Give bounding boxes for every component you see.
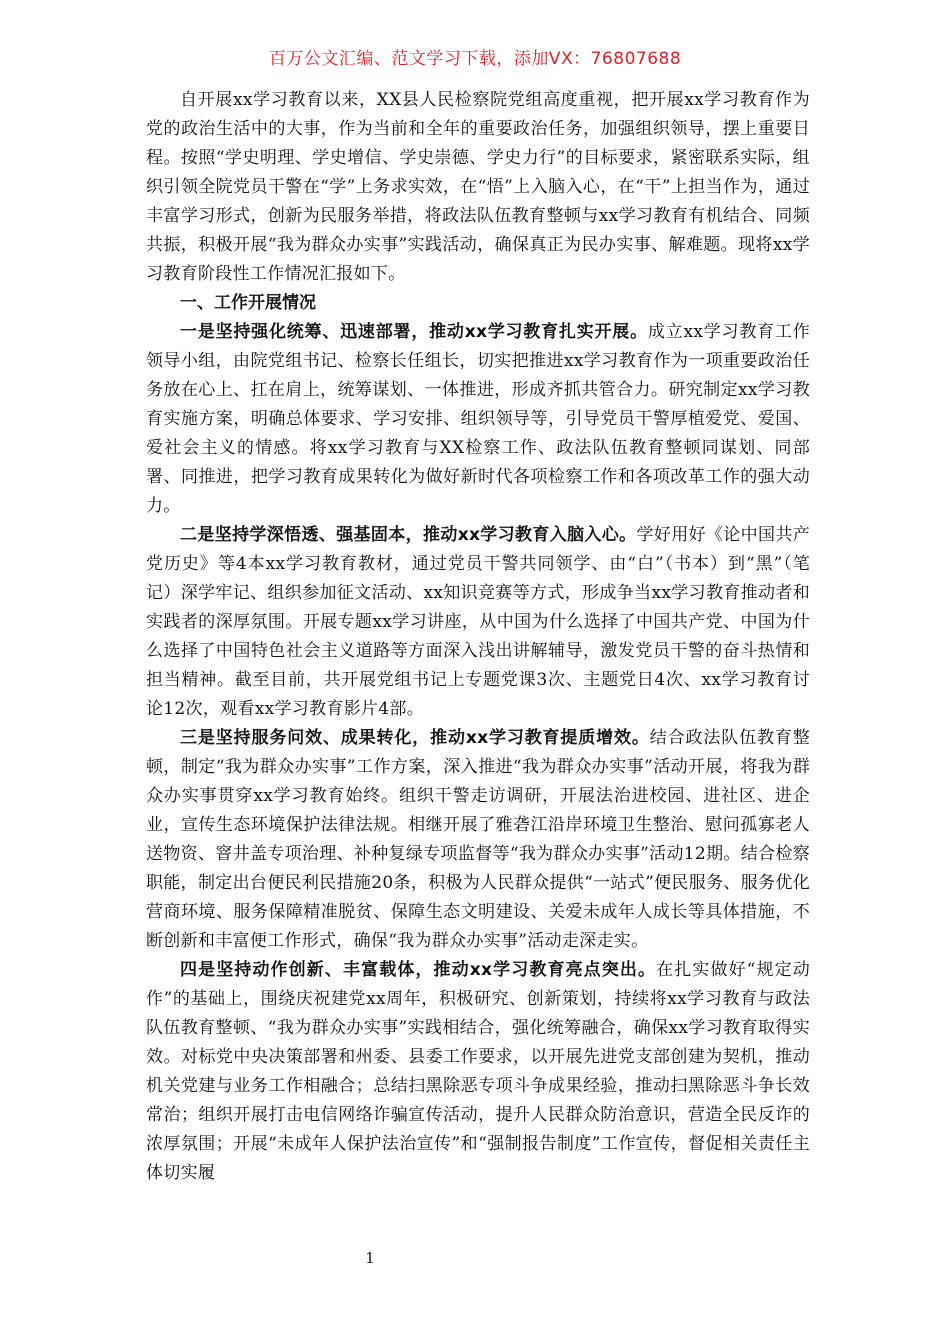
point-body-1: 成立xx学习教育工作领导小组，由院党组书记、检察长任组长，切实把推进xx学习教育作为一项重要政治任务放在心上、扛在肩上，统筹谋划、一体推进，形成齐抓共管合力。研究制定xx学习教育实施方案，明确总体要求、学习安排、组织领导等，引导党员干警厚植爱党、爱国、爱社会主义的情感。将xx学习教育与XX检察工作、政法队伍教育整顿同谋划、同部署、同推进，把学习教育成果转化为做好新时代各项检察工作和各项改革工作的强大动力。 xyxy=(146,322,810,516)
section-heading: 一、工作开展情况 xyxy=(180,293,316,313)
point-lead-3: 三是坚持服务问效、成果转化，推动xx学习教育提质增效。 xyxy=(180,728,650,748)
point-paragraph-4 xyxy=(146,956,810,1188)
point-body-3: 结合政法队伍教育整顿，制定“我为群众办实事”工作方案，深入推进“我为群众办实事”活动开展，将我为群众办实事贯穿xx学习教育始终。组织干警走访调研，开展法治进校园、进社区、进企业，宣传生态环境保护法律法规。相继开展了雅砻江沿岸环境卫生整治、慰问孤寡老人送物资、窨井盖专项治理、补种复绿专项监督等“我为群众办实事”活动12期。结合检察职能，制定出台便民利民措施20条，积极为人民群众提供“一站式”便民服务、服务优化营商环境、服务保障精准脱贫、保障生态文明建设、关爱未成年人成长等具体措施，不断创新和丰富便工作形式，确保“我为群众办实事”活动走深走实。 xyxy=(146,728,810,951)
point-paragraph-3 xyxy=(146,724,810,956)
intro-paragraph: 自开展xx学习教育以来，XX县人民检察院党组高度重视，把开展xx学习教育作为党的政治生活中的大事，作为当前和全年的重要政治任务，加强组织领导，摆上重要日程。按照“学史明理、学史增信、学史崇德、学史力行”的目标要求，紧密联系实际，组织引领全院党员干警在“学”上务求实效，在“悟”上入脑入心，在“干”上担当作为，通过丰富学习形式，创新为民服务举措，将政法队伍教育整顿与xx学习教育有机结合、同频共振，积极开展“我为群众办实事”实践活动，确保真正为民办实事、解难题。现将xx学习教育阶段性工作情况汇报如下。 xyxy=(146,90,810,284)
point-lead-4: 四是坚持动作创新、丰富载体，推动xx学习教育亮点突出。 xyxy=(180,960,657,980)
point-body-2: 学好用好《论中国共产党历史》等4本xx学习教育教材，通过党员干警共同领学、由“白”（书本）到“黑”（笔记）深学牢记、组织参加征文活动、xx知识竞赛等方式，形成争当xx学习教育推动者和实践者的深厚氛围。开展专题xx学习讲座，从中国为什么选择了中国共产党、中国为什么选择了中国特色社会主义道路等方面深入浅出讲解辅导，激发党员干警的奋斗热情和担当精神。截至目前，共开展党组书记上专题党课3次、主题党日4次、xx学习教育讨论12次，观看xx学习教育影片4部。 xyxy=(146,525,811,719)
header-banner: 百万公文汇编、范文学习下载，添加VX：76807688 xyxy=(268,49,682,69)
point-lead-2: 二是坚持学深悟透、强基固本，推动xx学习教育入脑入心。 xyxy=(180,525,637,545)
page-number: 1 xyxy=(365,1249,375,1267)
point-paragraph-2 xyxy=(146,521,810,724)
point-paragraph-1 xyxy=(146,318,810,521)
document-body xyxy=(146,86,810,1188)
point-body-4: 在扎实做好“规定动作”的基础上，围绕庆祝建党xx周年，积极研究、创新策划，持续将xx学习教育与政法队伍教育整顿、“我为群众办实事”实践相结合，强化统筹融合，确保xx学习教育取得实效。对标党中央决策部署和州委、县委工作要求，以开展先进党支部创建为契机，推动机关党建与业务工作相融合；总结扫黑除恶专项斗争成果经验，推动扫黑除恶斗争长效常治；组织开展打击电信网络诈骗宣传活动，提升人民群众防治意识，营造全民反诈的浓厚氛围；开展“未成年人保护法治宣传”和“强制报告制度”工作宣传，督促相关责任主体切实履 xyxy=(146,960,811,1183)
point-lead-1: 一是坚持强化统筹、迅速部署，推动xx学习教育扎实开展。 xyxy=(180,322,648,342)
